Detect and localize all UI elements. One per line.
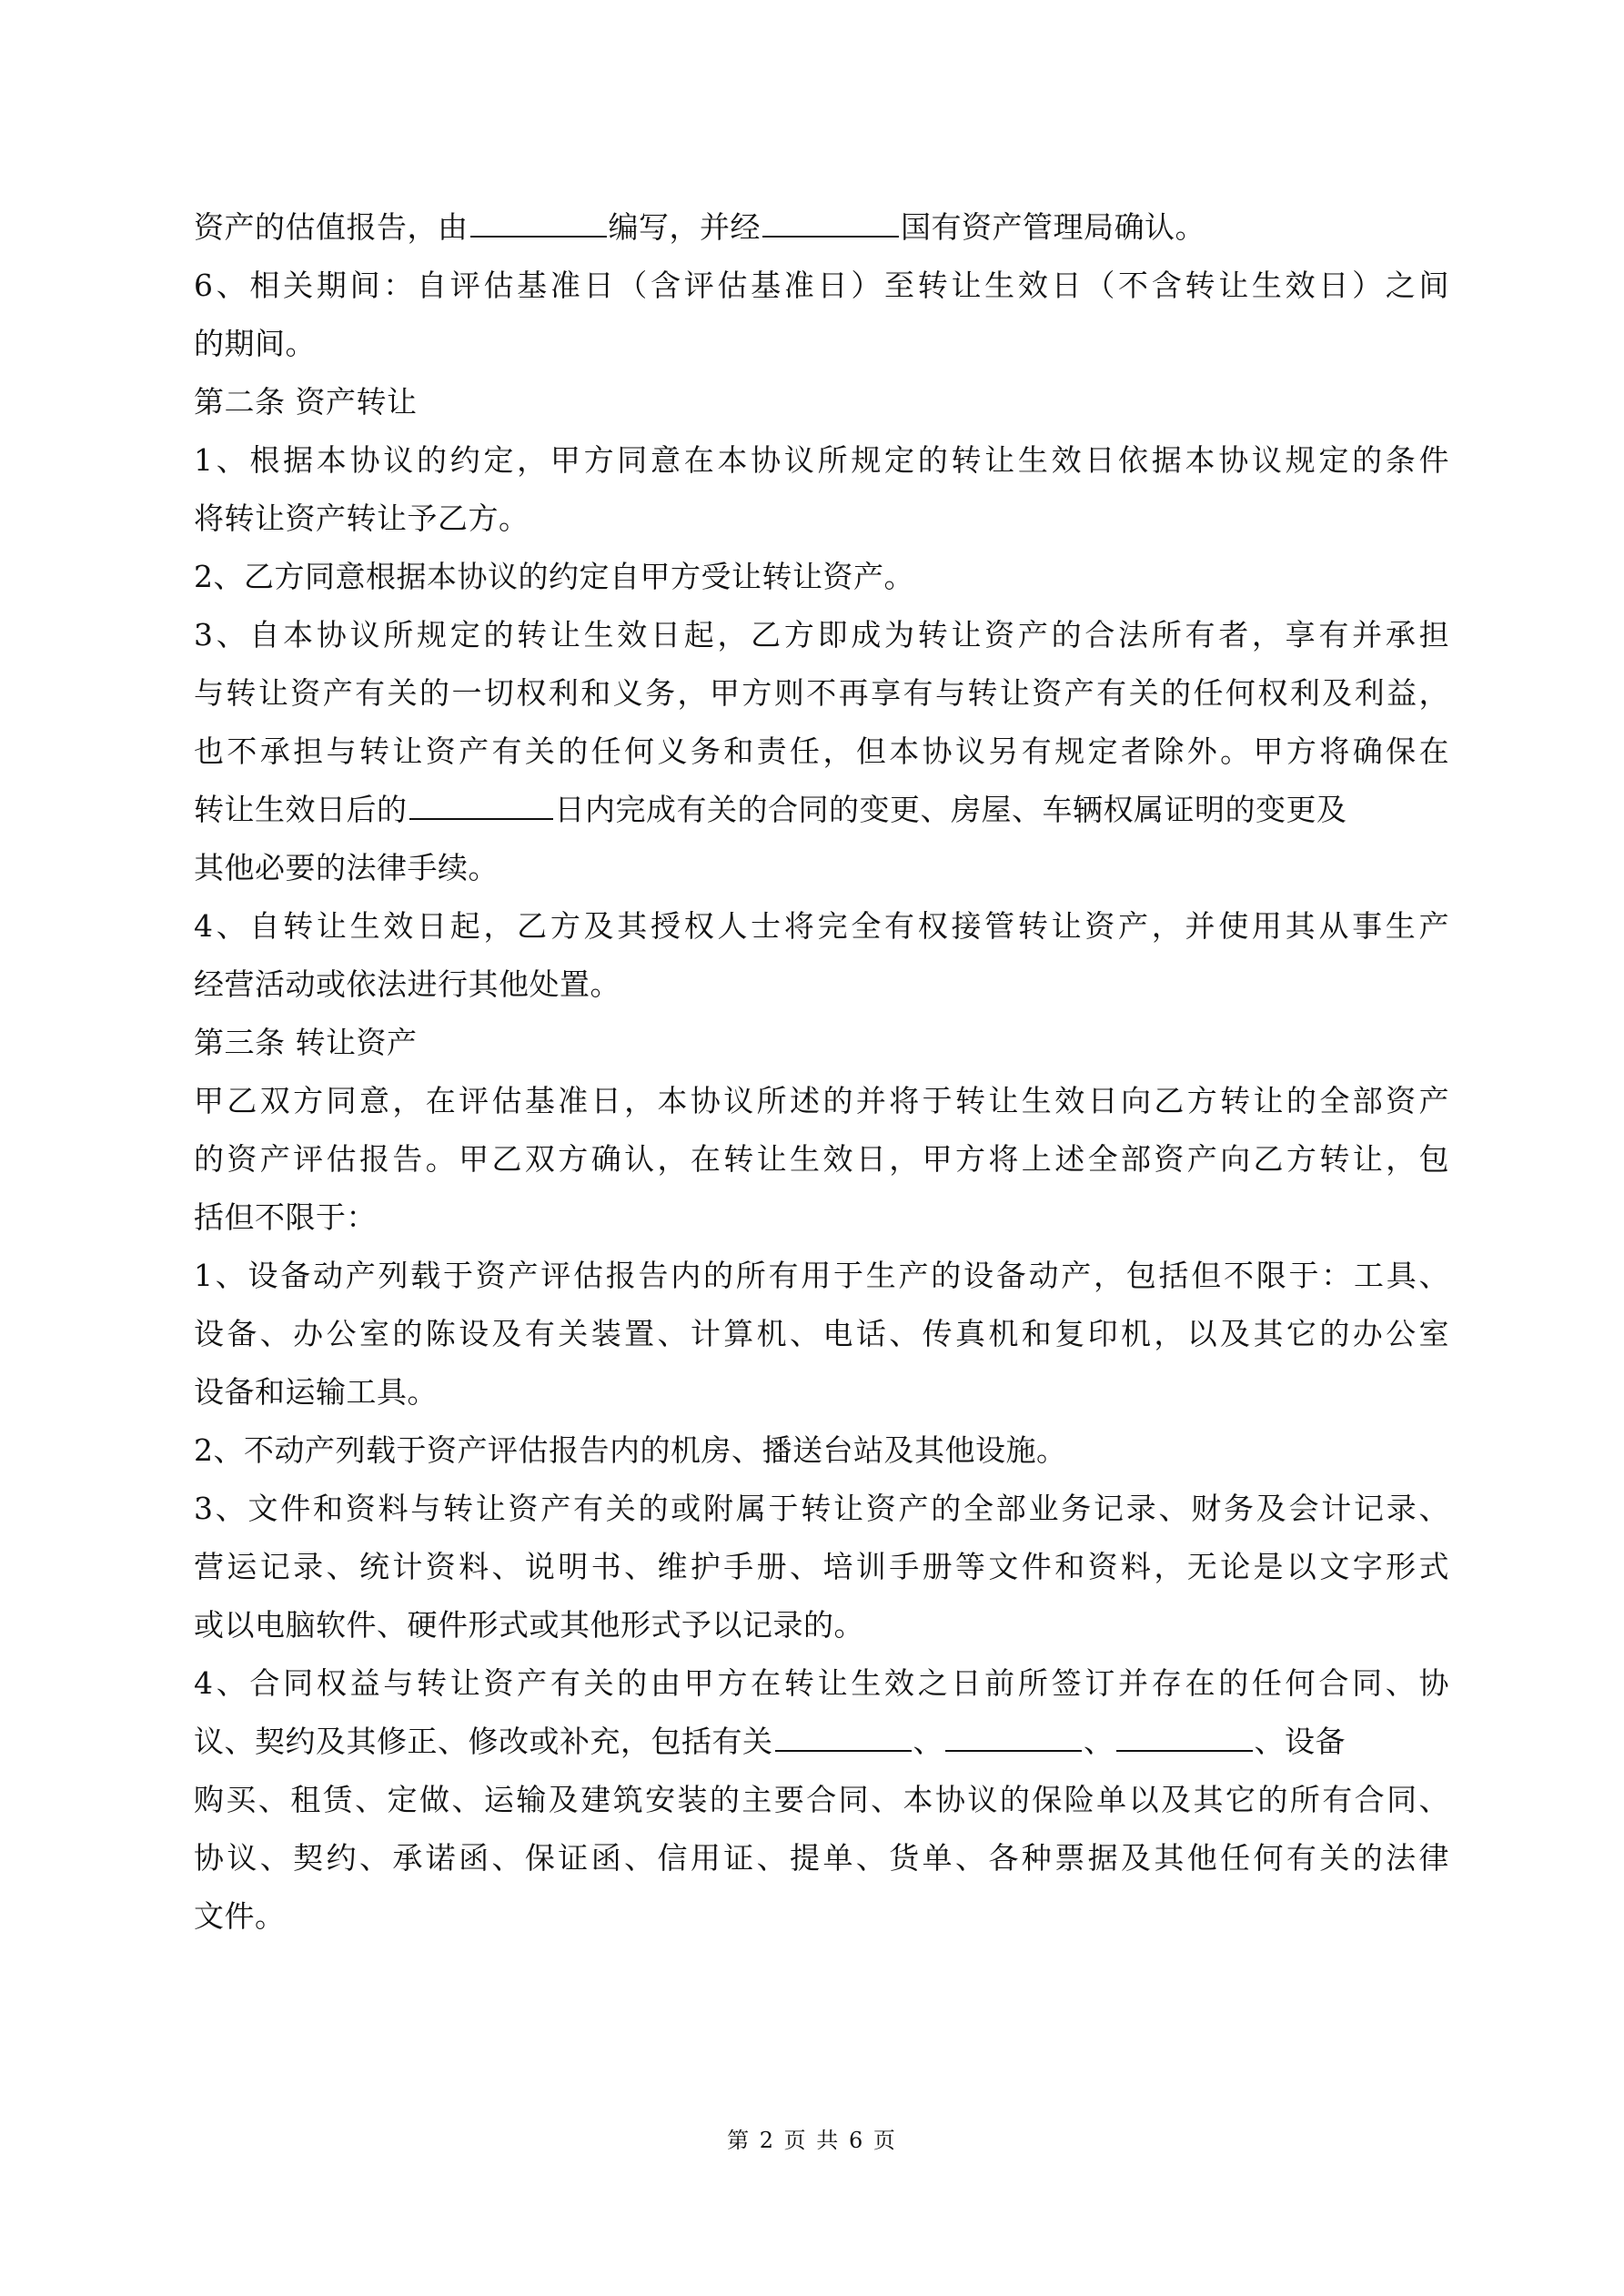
text-line: 也不承担与转让资产有关的任何义务和责任，但本协议另有规定者除外。甲方将确保在 xyxy=(194,733,1449,769)
section-heading: 第二条 资产转让 xyxy=(194,384,418,420)
text-line xyxy=(194,1713,1449,1771)
text-line: 协议、契约、承诺函、保证函、信用证、提单、货单、各种票据及其他任何有关的法律 xyxy=(194,1840,1449,1876)
text-fragment: 转让生效日后的 xyxy=(194,792,408,827)
text-line: 甲乙双方同意，在评估基准日，本协议所述的并将于转让生效日向乙方转让的全部资产 xyxy=(194,1083,1449,1118)
fill-in-blank xyxy=(1116,1723,1253,1752)
fill-in-blank xyxy=(945,1723,1082,1752)
text-line xyxy=(194,198,1449,257)
text-line: 经营活动或依法进行其他处置。 xyxy=(194,966,620,1002)
text-line: 2、乙方同意根据本协议的约定自甲方受让转让资产。 xyxy=(194,559,914,594)
text-line: 3、自本协议所规定的转让生效日起，乙方即成为转让资产的合法所有者，享有并承担 xyxy=(194,617,1449,652)
text-line: 3、文件和资料与转让资产有关的或附属于转让资产的全部业务记录、财务及会计记录、 xyxy=(194,1491,1449,1526)
text-line: 2、不动产列载于资产评估报告内的机房、播送台站及其他设施。 xyxy=(194,1432,1067,1468)
text-line: 购买、租赁、定做、运输及建筑安装的主要合同、本协议的保险单以及其它的所有合同、 xyxy=(194,1782,1449,1817)
text-line: 设备和运输工具。 xyxy=(194,1374,438,1410)
text-line: 营运记录、统计资料、说明书、维护手册、培训手册等文件和资料，无论是以文字形式 xyxy=(194,1549,1449,1584)
fill-in-blank xyxy=(470,208,607,238)
text-line: 4、合同权益与转让资产有关的由甲方在转让生效之日前所签订并存在的任何合同、协 xyxy=(194,1665,1449,1701)
text-line: 的资产评估报告。甲乙双方确认，在转让生效日，甲方将上述全部资产向乙方转让，包 xyxy=(194,1141,1449,1177)
text-fragment: 日内完成有关的合同的变更、房屋、车辆权属证明的变更及 xyxy=(554,792,1347,827)
fill-in-blank xyxy=(775,1723,912,1752)
text-fragment: 编写，并经 xyxy=(608,209,761,245)
text-fragment: 资产的估值报告，由 xyxy=(194,209,469,245)
fill-in-blank xyxy=(409,791,553,820)
text-line: 文件。 xyxy=(194,1898,286,1934)
text-line: 与转让资产有关的一切权利和义务，甲方则不再享有与转让资产有关的任何权利及利益， xyxy=(194,675,1449,711)
text-fragment: 国有资产管理局确认。 xyxy=(901,209,1205,245)
text-fragment: 、 xyxy=(1084,1724,1115,1759)
text-line: 4、自转让生效日起，乙方及其授权人士将完全有权接管转让资产，并使用其从事生产 xyxy=(194,908,1449,944)
text-line: 括但不限于： xyxy=(194,1199,377,1235)
text-line: 1、设备动产列载于资产评估报告内的所有用于生产的设备动产，包括但不限于：工具、 xyxy=(194,1258,1449,1293)
text-line: 的期间。 xyxy=(194,326,316,361)
page-number-footer: 第 2 页 共 6 页 xyxy=(727,2128,897,2153)
text-line: 设备、办公室的陈设及有关装置、计算机、电话、传真机和复印机，以及其它的办公室 xyxy=(194,1316,1449,1351)
text-line: 或以电脑软件、硬件形式或其他形式予以记录的。 xyxy=(194,1607,864,1643)
text-fragment: 、 xyxy=(913,1724,943,1759)
text-line: 将转让资产转让予乙方。 xyxy=(194,501,530,536)
section-heading: 第三条 转让资产 xyxy=(194,1025,418,1060)
text-line: 1、根据本协议的约定，甲方同意在本协议所规定的转让生效日依据本协议规定的条件 xyxy=(194,442,1449,478)
text-line: 其他必要的法律手续。 xyxy=(194,850,499,885)
text-line xyxy=(194,781,1449,839)
text-line: 6、相关期间：自评估基准日（含评估基准日）至转让生效日（不含转让生效日）之间 xyxy=(194,268,1449,303)
text-fragment: 议、契约及其修正、修改或补充，包括有关 xyxy=(194,1724,773,1759)
fill-in-blank xyxy=(762,208,899,238)
document-body xyxy=(194,198,1449,1946)
text-fragment: 、设备 xyxy=(1254,1724,1346,1759)
